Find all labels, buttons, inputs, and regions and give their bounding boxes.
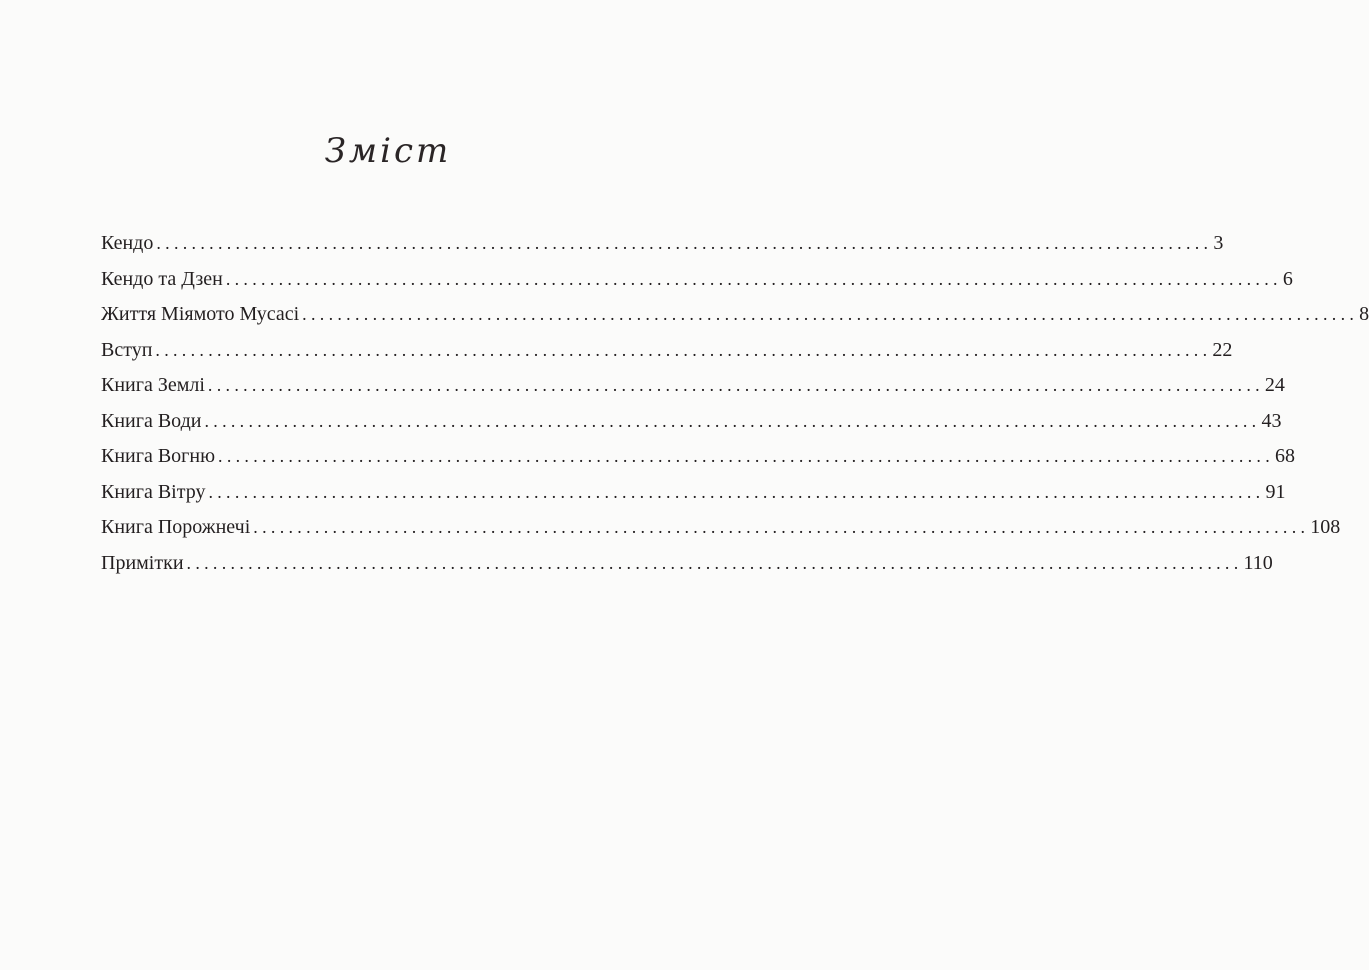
dot-leader: ........................................................................................................................	[204, 410, 1261, 431]
toc-entry-title: Примітки	[101, 551, 184, 574]
table-of-contents	[101, 226, 1369, 581]
toc-entry	[101, 333, 1233, 369]
toc-entry-title: Кендо	[101, 232, 154, 254]
toc-page-number: 24	[1264, 374, 1285, 396]
toc-page-number: 110	[1243, 551, 1273, 574]
page-title: Зміст	[324, 131, 452, 171]
toc-entry-title: Книга Вогню	[101, 445, 216, 467]
dot-leader: ........................................................................................................................	[225, 268, 1282, 289]
toc-entry	[101, 262, 1293, 298]
toc-page-number: 3	[1213, 232, 1224, 254]
dot-leader: ........................................................................................................................	[207, 375, 1264, 395]
dot-leader: ........................................................................................................................	[155, 339, 1212, 360]
dot-leader: ........................................................................................................................	[218, 446, 1275, 466]
toc-entry-title: Кендо та Дзен	[101, 267, 223, 290]
toc-page-number: 22	[1212, 338, 1233, 361]
toc-entry-title: Книга Порожнечі	[101, 516, 251, 538]
toc-page-number: 8	[1359, 303, 1369, 325]
toc-entry	[101, 368, 1285, 404]
toc-page-number: 6	[1282, 267, 1293, 290]
toc-entry	[101, 226, 1224, 262]
toc-entry-title: Книга Вітру	[101, 480, 206, 503]
dot-leader: ........................................................................................................................	[186, 552, 1243, 573]
toc-entry-title: Книга Води	[101, 409, 202, 432]
toc-entry	[101, 439, 1296, 475]
dot-leader: ........................................................................................................................	[208, 481, 1265, 502]
dot-leader: ........................................................................................................................	[302, 304, 1359, 324]
toc-entry	[101, 404, 1282, 440]
dot-leader: ........................................................................................................................	[156, 233, 1213, 253]
toc-page-number: 108	[1310, 516, 1341, 538]
toc-entry	[101, 546, 1273, 582]
toc-entry	[101, 475, 1286, 511]
toc-entry-title: Книга Землі	[101, 374, 205, 396]
toc-page-number: 43	[1261, 409, 1282, 432]
toc-entry-title: Життя Міямото Мусасі	[101, 303, 300, 325]
toc-entry	[101, 297, 1369, 333]
toc-page-number: 68	[1275, 445, 1296, 467]
dot-leader: ........................................................................................................................	[253, 517, 1310, 537]
toc-entry	[101, 510, 1341, 546]
toc-entry-title: Вступ	[101, 338, 153, 361]
toc-page-number: 91	[1265, 480, 1286, 503]
